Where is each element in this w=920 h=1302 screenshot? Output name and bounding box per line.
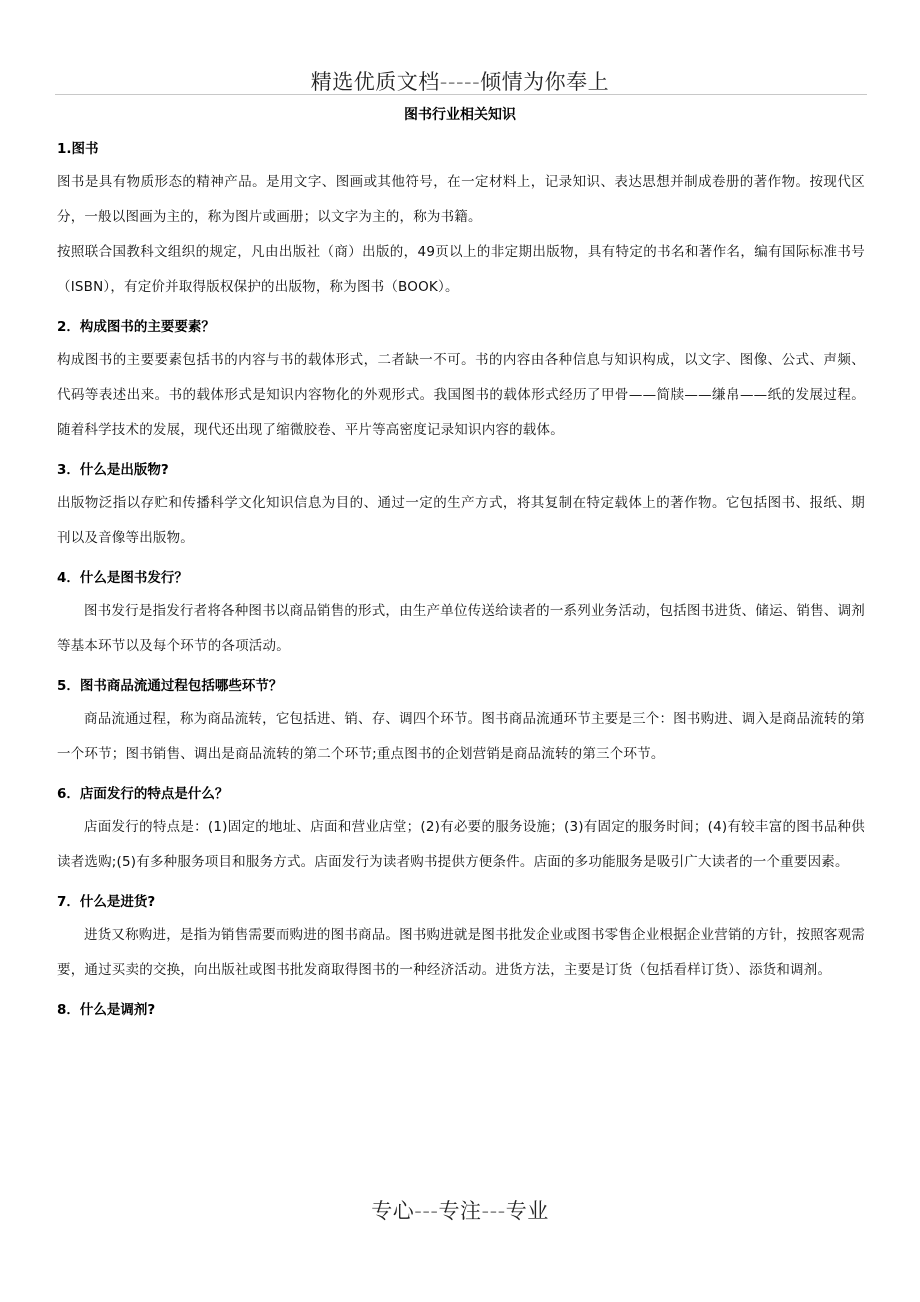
paragraph: 图书是具有物质形态的精神产品。是用文字、图画或其他符号，在一定材料上，记录知识、表达思想并制成卷册的著作物。按现代区分，一般以图画为主的，称为图片或画册；以文字为主的，称为书籍。: [57, 174, 865, 225]
document-title: 图书行业相关知识: [404, 107, 516, 123]
paragraph: 图书发行是指发行者将各种图书以商品销售的形式，由生产单位传送给读者的一系列业务活动，包括图书进货、储运、销售、调剂等基本环节以及每个环节的各项活动。: [57, 603, 865, 654]
section-heading: 8．什么是调剂?: [57, 1002, 156, 1018]
section-heading: 7．什么是进货?: [57, 894, 156, 910]
paragraph: 商品流通过程，称为商品流转，它包括进、销、存、调四个环节。图书商品流通环节主要是三个：图书购进、调入是商品流转的第一个环节；图书销售、调出是商品流转的第二个环节;重点图书的企划营销是商品流转的第三个环节。: [57, 711, 865, 762]
document-body: [57, 132, 865, 1026]
section-heading: 4．什么是图书发行？: [57, 570, 188, 586]
paragraph: 出版物泛指以存贮和传播科学文化知识信息为目的、通过一定的生产方式，将其复制在特定载体上的著作物。它包括图书、报纸、期刊以及音像等出版物。: [57, 495, 865, 546]
section-heading: 6．店面发行的特点是什么？: [57, 786, 229, 802]
section-heading: 3．什么是出版物?: [57, 462, 169, 478]
section-heading: 5．图书商品流通过程包括哪些环节？: [57, 678, 283, 694]
paragraph: 构成图书的主要要素包括书的内容与书的载体形式，二者缺一不可。书的内容由各种信息与知识构成，以文字、图像、公式、声频、代码等表述出来。书的载体形式是知识内容物化的外观形式。我国图书的载体形式经历了甲骨——简牍——缣帛——纸的发展过程。随着科学技术的发展，现代还出现了缩微胶卷、平片等高密度记录知识内容的载体。: [57, 352, 865, 438]
header-divider: [55, 94, 867, 95]
page-header: 精选优质文档-----倾情为你奉上: [310, 70, 610, 94]
paragraph: 进货又称购进，是指为销售需要而购进的图书商品。图书购进就是图书批发企业或图书零售企业根据企业营销的方针，按照客观需要，通过买卖的交换，向出版社或图书批发商取得图书的一种经济活动。进货方法，主要是订货（包括看样订货）、添货和调剂。: [57, 927, 865, 978]
paragraph: 按照联合国教科文组织的规定，凡由出版社（商）出版的，49页以上的非定期出版物，具有特定的书名和著作名，编有国际标准书号（ISBN），有定价并取得版权保护的出版物，称为图书（BOOK）。: [57, 244, 865, 295]
section-heading: 1.图书: [57, 141, 99, 157]
section-heading: 2．构成图书的主要要素？: [57, 319, 215, 335]
paragraph: 店面发行的特点是：(1)固定的地址、店面和营业店堂；(2)有必要的服务设施；(3)有固定的服务时间；(4)有较丰富的图书品种供读者选购;(5)有多种服务项目和服务方式。店面发行为读者购书提供方便条件。店面的多功能服务是吸引广大读者的一个重要因素。: [57, 819, 865, 870]
page-footer: 专心---专注---专业: [371, 1199, 549, 1223]
